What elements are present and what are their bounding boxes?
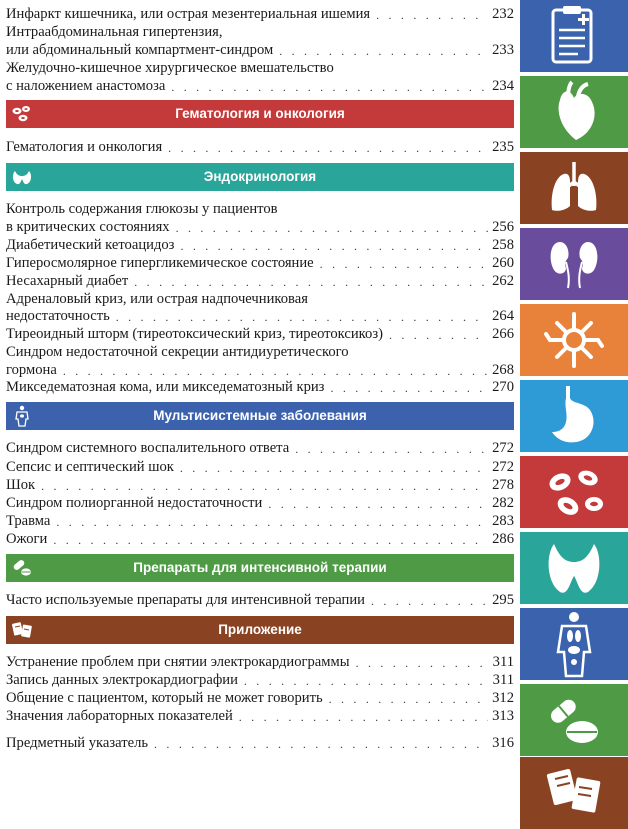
- leader-dots: [389, 327, 488, 343]
- entry-page: 233: [492, 42, 514, 58]
- entry-title: Общение с пациентом, который не может говорить: [6, 690, 323, 706]
- leader-dots: [239, 709, 488, 725]
- toc-entry[interactable]: [6, 41, 514, 59]
- entry-page: 316: [492, 735, 514, 751]
- entry-title: Травма: [6, 513, 51, 529]
- entry-title: Шок: [6, 477, 36, 493]
- entry-title: Желудочно-кишечное хирургическое вмешательство: [6, 60, 334, 76]
- toc-entry[interactable]: [6, 361, 514, 379]
- toc-entry[interactable]: [6, 236, 514, 254]
- entry-page: 313: [492, 708, 514, 724]
- section-tabs-rail: [520, 0, 628, 829]
- section-header-multisystem[interactable]: [6, 402, 514, 430]
- entry-title: Гематология и онкология: [6, 139, 163, 155]
- leader-dots: [268, 496, 488, 512]
- leader-dots: [244, 673, 489, 689]
- leader-dots: [295, 441, 488, 457]
- tab-neuron[interactable]: [520, 304, 628, 376]
- toc-entry[interactable]: [6, 77, 514, 95]
- leader-dots: [320, 256, 488, 272]
- toc-entry[interactable]: [6, 689, 514, 707]
- entry-title: Адреналовый криз, или острая надпочечниковая: [6, 291, 308, 307]
- entry-title: Значения лабораторных показателей: [6, 708, 233, 724]
- toc-entry[interactable]: [6, 272, 514, 290]
- entry-title: недостаточность: [6, 308, 110, 324]
- neuron-icon: [520, 304, 628, 376]
- toc-entry[interactable]: [6, 218, 514, 236]
- leader-dots: [329, 691, 488, 707]
- tab-clipboard[interactable]: [520, 0, 628, 72]
- entry-title: Часто используемые препараты для интенсивной терапии: [6, 592, 365, 608]
- entry-title: Контроль содержания глюкозы у пациентов: [6, 201, 278, 217]
- leader-dots: [154, 736, 488, 752]
- leader-dots: [171, 79, 488, 95]
- entry-title: с наложением анастомоза: [6, 78, 166, 94]
- entry-page: 312: [492, 690, 514, 706]
- section-header-appendix[interactable]: [6, 616, 514, 644]
- tab-blood-cells[interactable]: [520, 456, 628, 528]
- body-organs-icon: [520, 608, 628, 680]
- entry-title: Синдром недостаточной секреции антидиуретического: [6, 344, 349, 360]
- leader-dots: [376, 7, 488, 23]
- thyroid-icon: [520, 532, 628, 604]
- leader-dots: [41, 478, 488, 494]
- pills-icon: [520, 684, 628, 756]
- toc-entry-index[interactable]: [6, 734, 514, 752]
- toc-entry[interactable]: [6, 325, 514, 343]
- tab-pills[interactable]: [520, 684, 628, 756]
- entry-title: Тиреоидный шторм (тиреотоксический криз, тиреотоксикоз): [6, 326, 383, 342]
- leader-dots: [134, 274, 488, 290]
- tab-heart[interactable]: [520, 76, 628, 148]
- entry-page: 266: [492, 326, 514, 342]
- blood-cells-icon: [520, 456, 628, 528]
- toc-entry[interactable]: [6, 200, 514, 218]
- entry-title: Микседематозная кома, или микседематозный криз: [6, 379, 325, 395]
- leader-dots: [279, 43, 488, 59]
- tab-stomach[interactable]: [520, 380, 628, 452]
- entry-page: 232: [492, 6, 514, 22]
- clipboard-icon: [520, 0, 628, 72]
- toc-entry[interactable]: [6, 307, 514, 325]
- toc-entry[interactable]: [6, 591, 514, 609]
- entry-title: гормона: [6, 362, 57, 378]
- toc-entry[interactable]: [6, 378, 514, 396]
- entry-page: 260: [492, 255, 514, 271]
- entry-page: 311: [492, 672, 514, 688]
- toc-entry[interactable]: [6, 512, 514, 530]
- toc-entry[interactable]: [6, 59, 514, 77]
- entry-page: 295: [492, 592, 514, 608]
- lungs-icon: [520, 152, 628, 224]
- leader-dots: [56, 514, 488, 530]
- section-header-drugs[interactable]: [6, 554, 514, 582]
- kidneys-icon: [520, 228, 628, 300]
- entry-page: 282: [492, 495, 514, 511]
- entry-page: 283: [492, 513, 514, 529]
- leader-dots: [63, 363, 488, 379]
- entry-page: 234: [492, 78, 514, 94]
- entry-title: Сепсис и септический шок: [6, 459, 174, 475]
- leader-dots: [116, 309, 488, 325]
- entry-page: 256: [492, 219, 514, 235]
- entry-title: Несахарный диабет: [6, 273, 129, 289]
- entry-page: 286: [492, 531, 514, 547]
- entry-title: Диабетический кетоацидоз: [6, 237, 175, 253]
- toc-entry[interactable]: [6, 290, 514, 308]
- toc-entry[interactable]: [6, 476, 514, 494]
- entry-page: 311: [492, 654, 514, 670]
- entry-title: Интраабдоминальная гипертензия,: [6, 24, 223, 40]
- tab-kidneys[interactable]: [520, 228, 628, 300]
- entry-title: Ожоги: [6, 531, 48, 547]
- entry-title: Предметный указатель: [6, 735, 149, 751]
- entry-title: в критических состояниях: [6, 219, 170, 235]
- entry-title: Синдром системного воспалительного ответа: [6, 440, 290, 456]
- leader-dots: [330, 380, 488, 396]
- toc-entry[interactable]: [6, 530, 514, 548]
- entry-title: Запись данных электрокардиографии: [6, 672, 238, 688]
- entry-page: 268: [492, 362, 514, 378]
- entry-page: 272: [492, 440, 514, 456]
- leader-dots: [53, 532, 488, 548]
- toc-entry[interactable]: [6, 23, 514, 41]
- heart-icon: [520, 76, 628, 148]
- leader-dots: [176, 220, 489, 236]
- entry-page: 235: [492, 139, 514, 155]
- tab-body-organs[interactable]: [520, 608, 628, 680]
- toc-entry[interactable]: [6, 653, 514, 671]
- leader-dots: [371, 593, 488, 609]
- toc-entry[interactable]: [6, 254, 514, 272]
- tab-thyroid[interactable]: [520, 532, 628, 604]
- entry-title: Гиперосмолярное гипергликемическое состояние: [6, 255, 314, 271]
- leader-dots: [356, 655, 489, 671]
- entry-page: 264: [492, 308, 514, 324]
- section-header-hematology[interactable]: [6, 100, 514, 128]
- entry-page: 272: [492, 459, 514, 475]
- entry-title: Устранение проблем при снятии электрокардиограммы: [6, 654, 350, 670]
- entry-title: Синдром полиорганной недостаточности: [6, 495, 263, 511]
- leader-dots: [168, 140, 488, 156]
- tab-cards[interactable]: [520, 757, 628, 829]
- leader-dots: [180, 460, 488, 476]
- entry-page: 262: [492, 273, 514, 289]
- entry-title: или абдоминальный компартмент-синдром: [6, 42, 274, 58]
- section-title: Препараты для интенсивной терапии: [133, 560, 387, 575]
- entry-title: Инфаркт кишечника, или острая мезентериальная ишемия: [6, 6, 371, 22]
- section-header-endocrinology[interactable]: [6, 163, 514, 191]
- toc-entry[interactable]: [6, 707, 514, 725]
- toc-entry[interactable]: [6, 439, 514, 457]
- toc-entry[interactable]: [6, 671, 514, 689]
- entry-page: 270: [492, 379, 514, 395]
- tab-lungs[interactable]: [520, 152, 628, 224]
- section-title: Приложение: [218, 622, 302, 637]
- toc-entry[interactable]: [6, 138, 514, 156]
- section-title: Гематология и онкология: [175, 106, 345, 121]
- section-title: Эндокринология: [203, 169, 317, 184]
- stomach-icon: [520, 380, 628, 452]
- cards-icon: [520, 757, 628, 829]
- toc-entry[interactable]: [6, 458, 514, 476]
- leader-dots: [180, 238, 488, 254]
- entry-page: 278: [492, 477, 514, 493]
- section-title: Мультисистемные заболевания: [153, 408, 367, 423]
- toc-entry[interactable]: [6, 343, 514, 361]
- entry-page: 258: [492, 237, 514, 253]
- toc-entry[interactable]: [6, 5, 514, 23]
- toc-entry[interactable]: [6, 494, 514, 512]
